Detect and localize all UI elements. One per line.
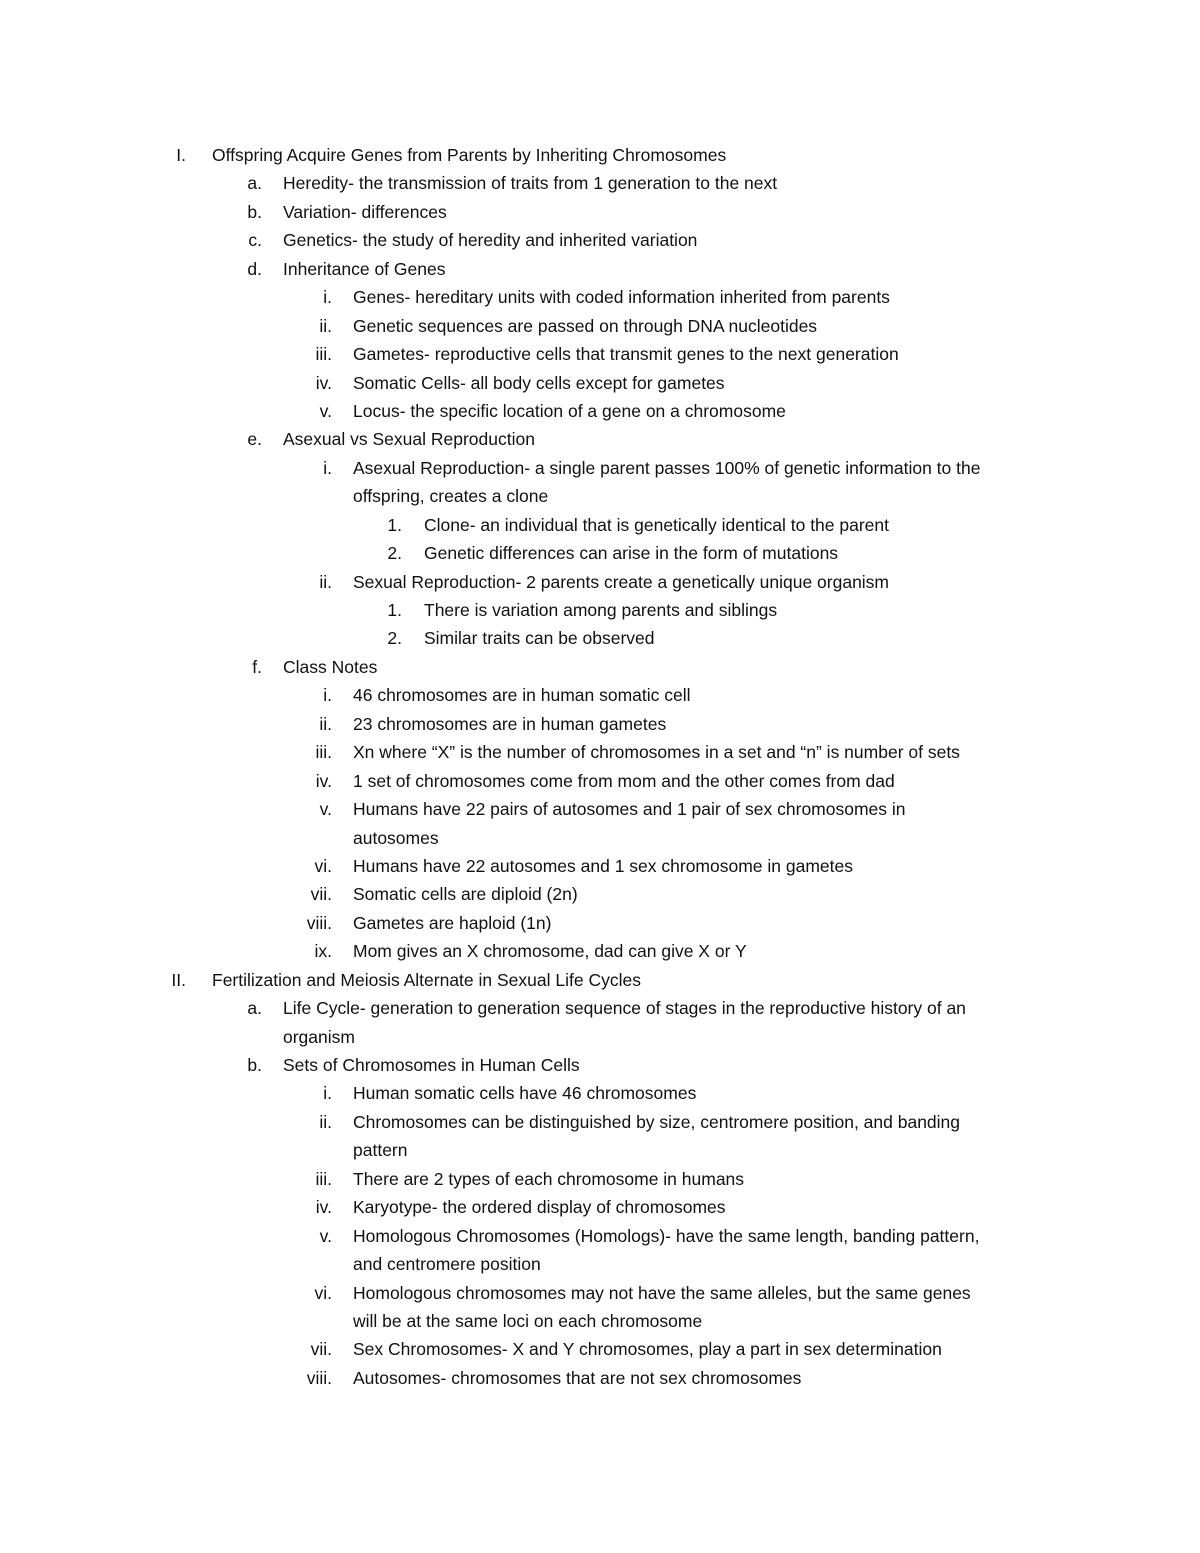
list-item-text: There is variation among parents and siblings: [424, 600, 778, 620]
outline-line-level-3: [0, 1108, 1200, 1136]
list-item-text: Humans have 22 pairs of autosomes and 1 pair of sex chromosomes in: [353, 799, 906, 820]
list-item-text: Heredity- the transmission of traits from 1 generation to the next: [283, 173, 778, 194]
outline-line-level-3: [0, 852, 1200, 880]
list-marker: d.: [247, 258, 262, 279]
list-marker: ix.: [314, 941, 332, 962]
list-marker: 2.: [387, 628, 402, 649]
list-item-text: There are 2 types of each chromosome in humans: [353, 1168, 745, 1189]
list-item-text: Similar traits can be observed: [424, 628, 655, 649]
outline-line-level-3: [0, 312, 1200, 340]
list-item-text: Somatic cells are diploid (2n): [353, 884, 578, 905]
list-item-text: Locus- the specific location of a gene on a chromosome: [353, 400, 786, 421]
outline-line-level-4: [0, 624, 1200, 652]
outline-line-level-3: [0, 1165, 1200, 1193]
list-marker: 1.: [387, 514, 402, 535]
outline-line-level-3: [0, 369, 1200, 397]
outline-line-level-2: [0, 425, 1200, 453]
outline-line-level-3: [0, 710, 1200, 738]
list-marker: II.: [171, 969, 186, 990]
list-marker: vii.: [310, 1339, 332, 1360]
list-item-text: Gametes are haploid (1n): [353, 912, 552, 933]
list-item-text: organism: [283, 1026, 355, 1047]
outline-line-level-2: [0, 653, 1200, 681]
list-marker: e.: [247, 429, 262, 450]
list-marker: b.: [247, 201, 262, 222]
list-marker: vi.: [314, 855, 332, 876]
list-marker: i.: [323, 287, 332, 308]
outline-line-level-3: [0, 1250, 1200, 1278]
outline-line-level-3: [0, 681, 1200, 709]
list-item-text: Asexual vs Sexual Reproduction: [283, 429, 535, 450]
list-marker: f.: [252, 656, 262, 677]
outline-line-level-4: [0, 596, 1200, 624]
outline-line-level-3: [0, 568, 1200, 596]
list-item-text: and centromere position: [353, 1254, 541, 1275]
outline-line-level-4: [0, 539, 1200, 567]
list-marker: ii.: [319, 315, 332, 336]
list-marker: iv.: [315, 1197, 332, 1218]
list-item-text: Human somatic cells have 46 chromosomes: [353, 1083, 697, 1104]
list-item-text: will be at the same loci on each chromosome: [353, 1310, 703, 1331]
list-item-text: Asexual Reproduction- a single parent passes 100% of genetic information to the: [353, 457, 981, 478]
list-marker: a.: [247, 173, 262, 194]
outline-line-level-3: [0, 1307, 1200, 1335]
list-item-text: Humans have 22 autosomes and 1 sex chromosome in gametes: [353, 855, 853, 876]
list-item-text: Gametes- reproductive cells that transmit genes to the next generation: [353, 344, 899, 365]
list-item-text: Class Notes: [283, 656, 378, 677]
document-outline: [0, 141, 1200, 1392]
list-marker: viii.: [306, 1367, 332, 1388]
list-marker: a.: [247, 998, 262, 1019]
list-item-text: Fertilization and Meiosis Alternate in Sexual Life Cycles: [212, 969, 641, 990]
list-marker: iii.: [315, 344, 332, 365]
list-item-text: offspring, creates a clone: [353, 486, 549, 507]
list-item-text: Offspring Acquire Genes from Parents by Inheriting Chromosomes: [212, 145, 727, 165]
outline-line-level-3: [0, 1193, 1200, 1221]
list-marker: iii.: [315, 742, 332, 763]
list-marker: 1.: [387, 600, 402, 620]
list-marker: i.: [323, 1083, 332, 1104]
list-item-text: Life Cycle- generation to generation sequence of stages in the reproductive history of an: [283, 998, 966, 1019]
list-marker: i.: [323, 685, 332, 706]
list-marker: vii.: [310, 884, 332, 905]
list-marker: ii.: [319, 571, 332, 592]
list-item-text: 1 set of chromosomes come from mom and the other comes from dad: [353, 770, 895, 791]
list-item-text: Somatic Cells- all body cells except for gametes: [353, 372, 725, 393]
outline-line-level-3: [0, 824, 1200, 852]
list-item-text: Sets of Chromosomes in Human Cells: [283, 1055, 580, 1075]
list-marker: vi.: [314, 1282, 332, 1303]
list-marker: v.: [319, 1225, 332, 1246]
list-marker: iv.: [315, 770, 332, 791]
list-marker: viii.: [306, 912, 332, 933]
outline-line-level-3: [0, 937, 1200, 965]
list-marker: v.: [319, 400, 332, 421]
list-item-text: Genetics- the study of heredity and inherited variation: [283, 230, 698, 251]
list-item-text: Homologous chromosomes may not have the same alleles, but the same genes: [353, 1282, 971, 1303]
list-item-text: pattern: [353, 1140, 408, 1161]
outline-line-level-3: [0, 738, 1200, 766]
outline-line-level-3: [0, 909, 1200, 937]
list-marker: v.: [319, 799, 332, 820]
outline-line-level-3: [0, 1079, 1200, 1107]
list-item-text: Mom gives an X chromosome, dad can give X or Y: [353, 941, 747, 962]
outline-line-level-3: [0, 1222, 1200, 1250]
list-item-text: Karyotype- the ordered display of chromosomes: [353, 1197, 726, 1218]
list-item-text: Variation- differences: [283, 201, 447, 222]
outline-line-level-3: [0, 1136, 1200, 1164]
list-marker: ii.: [319, 1111, 332, 1132]
list-item-text: Homologous Chromosomes (Homologs)- have the same length, banding pattern,: [353, 1225, 980, 1246]
list-marker: c.: [248, 230, 262, 251]
outline-line-level-2: [0, 255, 1200, 283]
outline-line-level-3: [0, 795, 1200, 823]
outline-line-level-2: [0, 198, 1200, 226]
list-item-text: Genes- hereditary units with coded information inherited from parents: [353, 287, 890, 308]
outline-line-level-3: [0, 454, 1200, 482]
outline-line-level-3: [0, 482, 1200, 510]
list-item-text: Clone- an individual that is genetically identical to the parent: [424, 514, 890, 535]
list-item-text: 46 chromosomes are in human somatic cell: [353, 685, 691, 706]
list-marker: ii.: [319, 713, 332, 734]
list-item-text: Chromosomes can be distinguished by size, centromere position, and banding: [353, 1111, 961, 1132]
list-marker: iv.: [315, 372, 332, 393]
outline-line-level-2: [0, 994, 1200, 1022]
list-marker: iii.: [315, 1168, 332, 1189]
list-marker: b.: [247, 1055, 262, 1075]
outline-line-level-2: [0, 1023, 1200, 1051]
outline-line-level-3: [0, 1335, 1200, 1363]
list-marker: 2.: [387, 543, 402, 564]
list-item-text: 23 chromosomes are in human gametes: [353, 713, 667, 734]
list-item-text: Genetic sequences are passed on through DNA nucleotides: [353, 315, 818, 336]
list-marker: I.: [176, 145, 186, 165]
outline-line-level-3: [0, 1279, 1200, 1307]
outline-line-level-3: [0, 1364, 1200, 1392]
outline-line-level-3: [0, 767, 1200, 795]
list-item-text: autosomes: [353, 827, 439, 848]
outline-line-level-4: [0, 511, 1200, 539]
outline-line-level-3: [0, 397, 1200, 425]
list-item-text: Sexual Reproduction- 2 parents create a genetically unique organism: [353, 571, 890, 592]
list-item-text: Inheritance of Genes: [283, 258, 446, 279]
outline-line-level-3: [0, 880, 1200, 908]
list-item-text: Genetic differences can arise in the form of mutations: [424, 543, 839, 564]
outline-line-level-2: [0, 226, 1200, 254]
list-marker: i.: [323, 457, 332, 478]
list-item-text: Sex Chromosomes- X and Y chromosomes, play a part in sex determination: [353, 1339, 942, 1360]
list-item-text: Xn where “X” is the number of chromosomes in a set and “n” is number of sets: [353, 742, 960, 763]
outline-line-level-3: [0, 283, 1200, 311]
list-item-text: Autosomes- chromosomes that are not sex chromosomes: [353, 1367, 802, 1388]
outline-line-level-2: [0, 1051, 1200, 1079]
outline-line-level-1: [0, 141, 1200, 169]
outline-line-level-1: [0, 966, 1200, 994]
outline-line-level-3: [0, 340, 1200, 368]
outline-line-level-2: [0, 169, 1200, 197]
